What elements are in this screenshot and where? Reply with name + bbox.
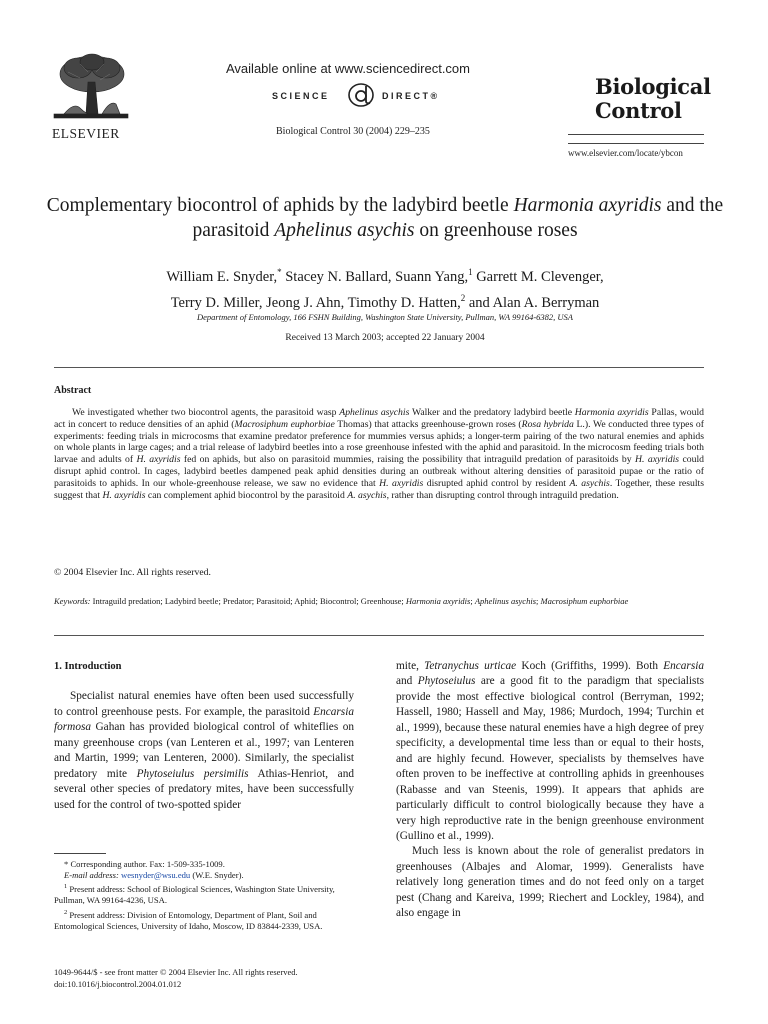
title-part-2: and the parasitoid [192,195,724,241]
sciencedirect-logo [272,80,452,110]
keywords [54,596,704,607]
keyword-italic: Macrosiphum euphorbiae [540,596,629,606]
affiliation: Department of Entomology, 166 FSHN Building, Washington State University, Pullman, WA 99164-6382, USA [197,312,573,322]
abstract-italic: H. axyridis [102,489,146,501]
abstract-text: Walker and the predatory ladybird beetle [409,407,575,418]
abstract-text: L.). We conducted three types of experiments: feeding trials in microcosms that examine predator preference for mummies versus aphids; a longer-term pairing of the two natural enemies and aphids on whole plants in large cages; and a trial release of ladybird beetles into a rose greenhouse infested with the aphid and parasitoid. In the microcosm feeding trials both larvae and adults of [54,418,704,466]
intro-italic: Tetranychus urticae [424,660,517,672]
intro-paragraph-continued [396,659,704,844]
authors-line1-end: Garrett M. Clevenger, [472,268,604,285]
keyword-sep: ; [470,596,475,606]
footnote-marker-1: 1 [468,267,473,277]
footnotes [54,859,366,932]
keyword-italic: Harmonia axyridis [405,596,471,606]
corresponding-marker: * [277,267,282,277]
intro-text: and [396,675,418,688]
title-part-1: Complementary biocontrol of aphids by the ladybird beetle [46,195,514,216]
journal-title-line2: Control [595,98,682,123]
keyword-sep: ; [536,596,541,606]
keywords-label: Keywords: [54,596,91,606]
footnote-1 [54,881,366,906]
author-snyder: William E. Snyder, [166,268,278,285]
title-species-2: Aphelinus asychis [274,220,415,241]
footnote-2-text: Present address: Division of Entomology, Department of Plant, Soil and Entomological Sciences, University of Idaho, Moscow, ID 83844-2339, USA. [54,909,323,931]
author-list [40,262,730,314]
abstract-text: We investigated whether two biocontrol agents, the parasitoid wasp [72,407,340,418]
intro-text: Koch (Griffiths, 1999). Both [516,660,664,672]
abstract-text: . Together, these results suggest that [54,477,704,501]
footnote-1-text: Present address: School of Biological Sciences, Washington State University, Pullman, WA 99164-4236, USA. [54,884,335,906]
footnote-marker-2: 2 [460,292,466,303]
publisher-name: ELSEVIER [52,126,120,141]
intro-paragraph-1 [54,689,354,813]
authors-line1-mid: Stacey N. Ballard, Suann Yang, [281,268,469,285]
section-heading-introduction: 1. Introduction [54,661,122,672]
received-dates: Received 13 March 2003; accepted 22 January 2004 [285,333,485,343]
intro-text: Gahan has provided biological control of whiteflies on many greenhouse crops (van Lenteren et al., 1997; van Lenteren and Martin, 1999; van Lenteren, 2000). Similarly, the specialist predatory mite [54,721,354,780]
author-line-1 [40,262,730,288]
email-link[interactable]: wesnyder@wsu.edu [120,870,191,881]
intro-italic: Encarsia [663,660,705,672]
abstract-text: could disrupt aphid control. In cages, ladybird beetles dampened peak aphid densities during an outbreak without altering densities of parasitoid pupae or the ratio of parasitoids to aphids. In our whole-greenhouse release, we saw no evidence that [54,454,704,489]
intro-text: Specialist natural enemies have often been used successfully to control greenhouse pests. For example, the parasitoid [54,690,354,718]
abstract-text: , rather than disrupting control through intraguild predation. [386,489,619,501]
email-label: E-mail address: [64,870,119,881]
intro-text: mite, [396,660,425,672]
abstract-italic: Macrosiphum euphorbiae [234,418,335,430]
keywords-plain: Intraguild predation; Ladybird beetle; Predator; Parasitoid; Aphid; Biocontrol; Greenhouse; [90,596,406,606]
abstract-italic: H. axyridis [379,477,424,489]
article-title [40,193,730,243]
left-column [54,659,354,813]
footnote-corresponding: * Corresponding author. Fax: 1-509-335-1009. [64,859,225,869]
abstract-top-rule [54,367,704,368]
sciencedirect-at-icon [347,82,375,108]
abstract-italic: Aphelinus asychis [339,407,410,418]
abstract-italic: H. axyridis [635,454,680,466]
journal-title [595,75,711,123]
title-species-1: Harmonia axyridis [513,195,662,216]
abstract-heading: Abstract [54,385,92,396]
abstract-italic: H. axyridis [136,454,181,466]
footnote-1-marker: 1 [64,883,68,891]
intro-italic: Phytoseiulus [417,675,476,688]
abstract-copyright: © 2004 Elsevier Inc. All rights reserved. [54,567,211,578]
footnote-2-marker: 2 [64,908,68,916]
authors-line2-start: Terry D. Miller, Jeong J. Ahn, Timothy D. Hatten, [170,294,461,311]
journal-title-line1: Biological [595,74,711,99]
intro-text: are a good fit to the paradigm that specialists provide the most effective biological control (Berryman, 1992; Hassell, 1980; Hassell and May, 1986; Murdoch, 1994; Turchin et al., 1999), because these natural enemies have a high degree of prey specificity, a developmental time less than or equal to their hosts, and are highly fecund. However, specialists by themselves have often proven to be ineffective at controlling aphids in greenhouses (Rabasse and van Steenis, 1999). It appears that aphids are particularly difficult to control biologically because they have a very high reproductive rate in the benign greenhouse environment (Gullino et al., 1999). [396,675,704,842]
intro-text: Athias-Henriot, and several other species of predatory mites, have been successfully used for the control of two-spotted spider [54,767,354,811]
keyword-italic: Aphelinus asychis [474,596,537,606]
journal-citation: Biological Control 30 (2004) 229–235 [276,126,430,137]
abstract-text: disrupted aphid control by resident [423,477,570,489]
abstract-bottom-rule [54,635,704,636]
authors-line2-end: and Alan A. Berryman [465,294,600,311]
title-part-3: on greenhouse roses [414,220,578,241]
email-owner: (W.E. Snyder). [190,870,244,881]
journal-url[interactable]: www.elsevier.com/locate/ybcon [568,148,683,158]
abstract-text: Pallas, would act in concert to reduce densities of an aphid ( [54,407,705,430]
journal-title-rule [568,134,704,144]
front-matter-issn: 1049-9644/$ - see front matter © 2004 Elsevier Inc. All rights reserved. [54,967,298,977]
footnote-2 [54,907,366,932]
sd-science-text: SCIENCE [272,91,330,101]
doi[interactable]: doi:10.1016/j.biocontrol.2004.01.012 [54,979,182,989]
right-column [396,659,704,922]
abstract-italic: A. asychis [347,489,387,501]
available-online-text[interactable]: Available online at www.sciencedirect.com [226,61,470,76]
front-matter [54,966,298,990]
intro-italic: Encarsia formosa [54,705,354,734]
sd-direct-text: DIRECT® [382,91,440,101]
abstract-text: can complement aphid biocontrol by the parasitoid [145,489,348,501]
footnote-rule [54,853,106,854]
abstract-text: Thomas) that attacks greenhouse-grown roses ( [334,418,522,430]
abstract-italic: A. asychis [569,477,610,489]
footnote-email [54,870,366,881]
abstract-body [54,407,704,501]
abstract-italic: Rosa hybrida [521,418,574,430]
author-line-2 [40,288,730,314]
intro-paragraph-2: Much less is known about the role of generalist predators in greenhouses (Albajes and Alomar, 1999). Generalists have relatively long generation times and do not feed only on a target pest (Chang and Kareiva, 1999; Riechert and Lockley, 1984), and also engage in [396,845,704,920]
intro-italic: Phytoseiulus persimilis [136,767,249,780]
abstract-text: fed on aphids, but also on parasitoid mummies, raising the possibility that intraguild predation of parasitoids by [180,454,636,466]
abstract-italic: Harmonia axyridis [574,407,649,418]
